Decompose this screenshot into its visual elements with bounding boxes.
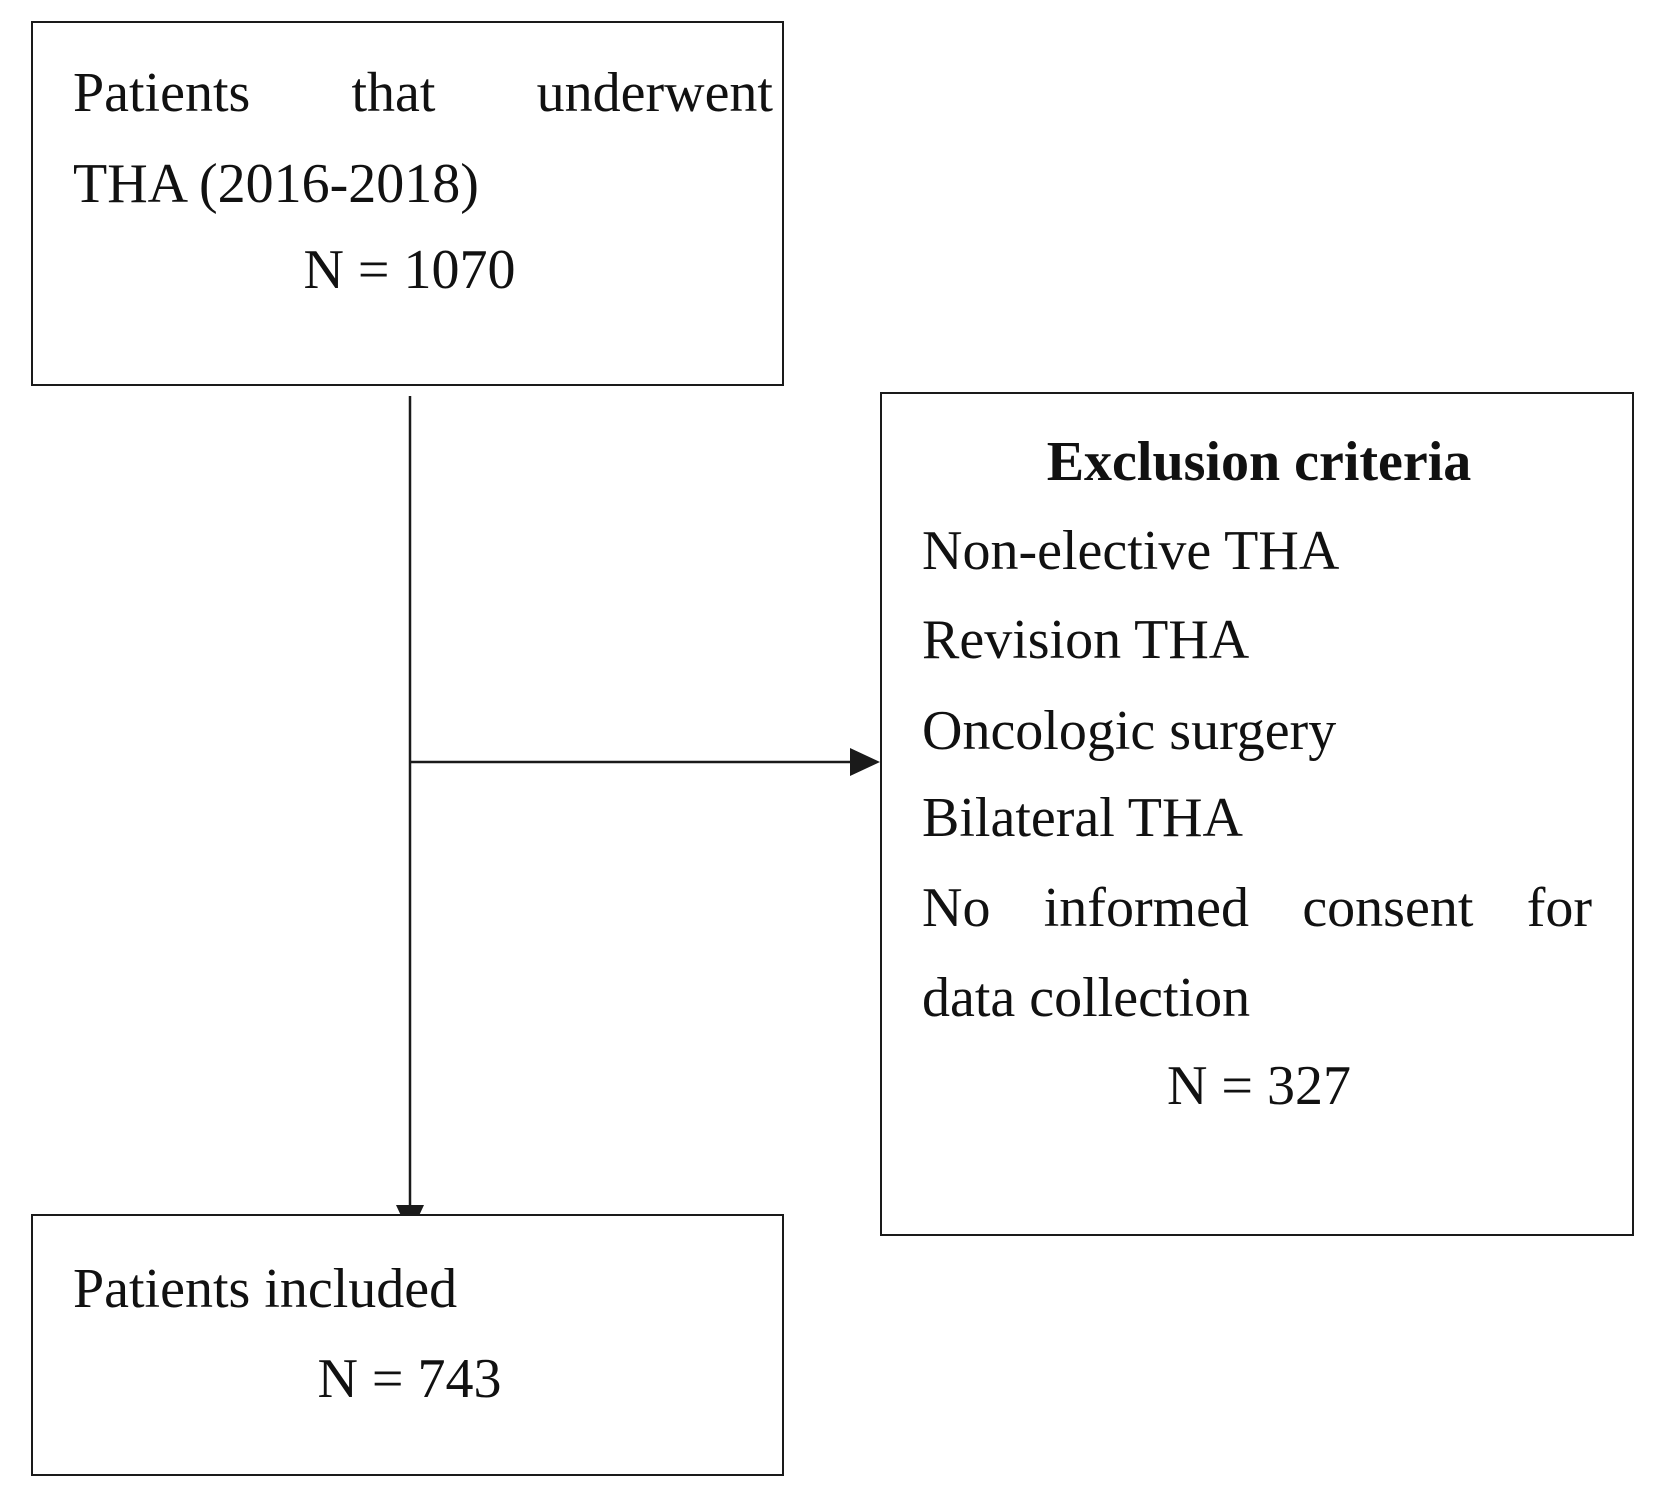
criterion-non-elective: Non-elective THA	[922, 520, 1340, 582]
criterion-bilateral: Bilateral THA	[922, 787, 1243, 849]
criterion-consent-line-1	[922, 877, 1592, 939]
included-count: N = 743	[317, 1348, 502, 1410]
included-box	[31, 1214, 784, 1476]
consent-word: consent	[1302, 877, 1474, 939]
start-word: underwent	[536, 62, 773, 124]
start-line-2: THA (2016-2018)	[73, 153, 479, 215]
exclusion-box	[880, 392, 1634, 1236]
start-count: N = 1070	[303, 239, 516, 301]
start-word: Patients	[73, 62, 251, 124]
criterion-consent-line-2: data collection	[922, 967, 1251, 1029]
start-line-1	[73, 62, 773, 124]
arrowhead-right	[850, 748, 880, 776]
start-box	[31, 21, 784, 386]
exclusion-title: Exclusion criteria	[1046, 431, 1472, 493]
start-word: that	[351, 62, 436, 124]
criterion-oncologic: Oncologic surgery	[922, 700, 1337, 762]
criterion-revision: Revision THA	[922, 609, 1250, 671]
included-label: Patients included	[73, 1258, 458, 1320]
consent-word: informed	[1043, 877, 1250, 939]
consent-word: No	[922, 877, 991, 939]
consent-word: for	[1526, 877, 1592, 939]
exclusion-count: N = 327	[1166, 1055, 1352, 1117]
